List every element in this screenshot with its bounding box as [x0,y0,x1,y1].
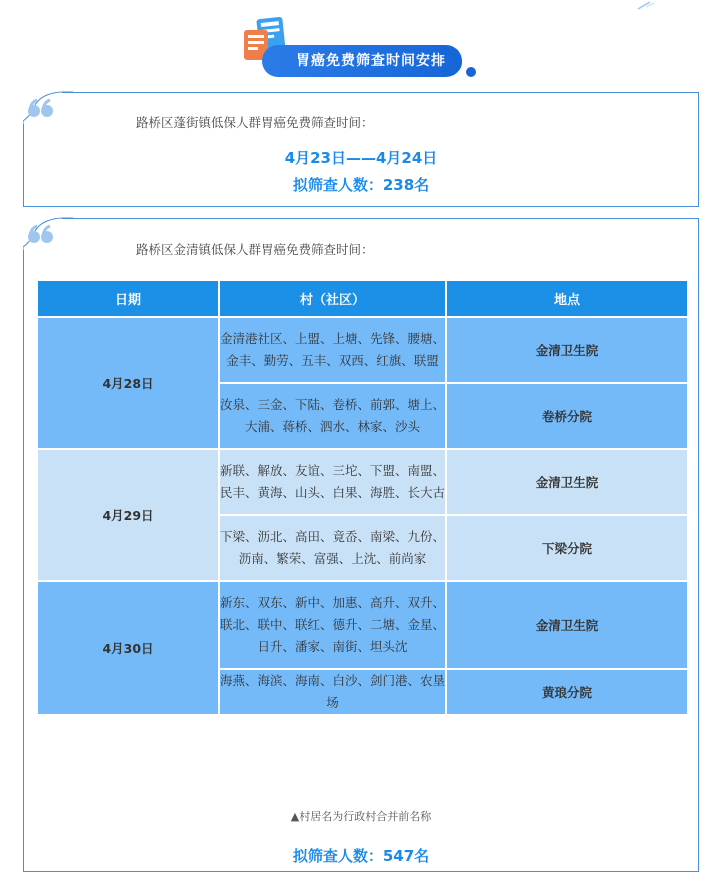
date-cell: 4月30日 [37,581,219,715]
penjie-schedule-box [23,92,699,207]
column-header-date: 日期 [37,280,219,317]
villages-cell: 海燕、海滨、海南、白沙、剑门港、农垦场 [219,669,446,715]
location-cell: 卷桥分院 [446,383,688,449]
location-cell: 金清卫生院 [446,581,688,669]
location-cell: 下梁分院 [446,515,688,581]
pen-decoration-icon [636,0,656,10]
villages-cell: 下梁、沥北、高田、竟岙、南梁、九份、沥南、繁荣、富强、上沈、前尚家 [219,515,446,581]
table-row [37,449,688,515]
quote-icon [27,98,55,120]
villages-cell: 金清港社区、上盟、上塘、先锋、腰塘、金丰、勤劳、五丰、双西、红旗、联盟 [219,317,446,383]
table-row [37,317,688,383]
villages-cell: 新东、双东、新中、加惠、高升、双升、联北、联中、联红、德升、二塘、金星、日升、潘家、南街、坦头沈 [219,581,446,669]
table-row [37,581,688,669]
screening-count: 拟筛查人数：547名 [292,847,430,865]
column-header-location: 地点 [446,280,688,317]
section-header [234,8,494,78]
location-cell: 金清卫生院 [446,449,688,515]
villages-cell: 汝泉、三金、下陆、卷桥、前郭、塘上、大浦、蒋桥、泗水、林家、沙头 [219,383,446,449]
footnote: ▲村居名为行政村合并前名称 [290,810,432,823]
table-header-row [37,280,688,317]
title-pill [262,45,462,77]
screening-count: 拟筛查人数：238名 [292,176,430,194]
schedule-table [36,279,689,716]
date-cell: 4月29日 [37,449,219,581]
location-cell: 金清卫生院 [446,317,688,383]
date-cell: 4月28日 [37,317,219,449]
quote-icon [27,224,55,246]
page-title: 胃癌免费筛查时间安排 [296,53,446,69]
section-intro: 路桥区蓬街镇低保人群胃癌免费筛查时间： [136,115,374,130]
section-intro: 路桥区金清镇低保人群胃癌免费筛查时间： [136,242,374,257]
column-header-village: 村（社区） [219,280,446,317]
hook-decoration-icon [439,46,479,80]
screening-date-range: 4月23日——4月24日 [284,149,438,167]
location-cell: 黄琅分院 [446,669,688,715]
jinqing-schedule-box [23,218,699,872]
villages-cell: 新联、解放、友谊、三坨、下盟、南盟、民丰、黄海、山头、白果、海胜、长大古 [219,449,446,515]
